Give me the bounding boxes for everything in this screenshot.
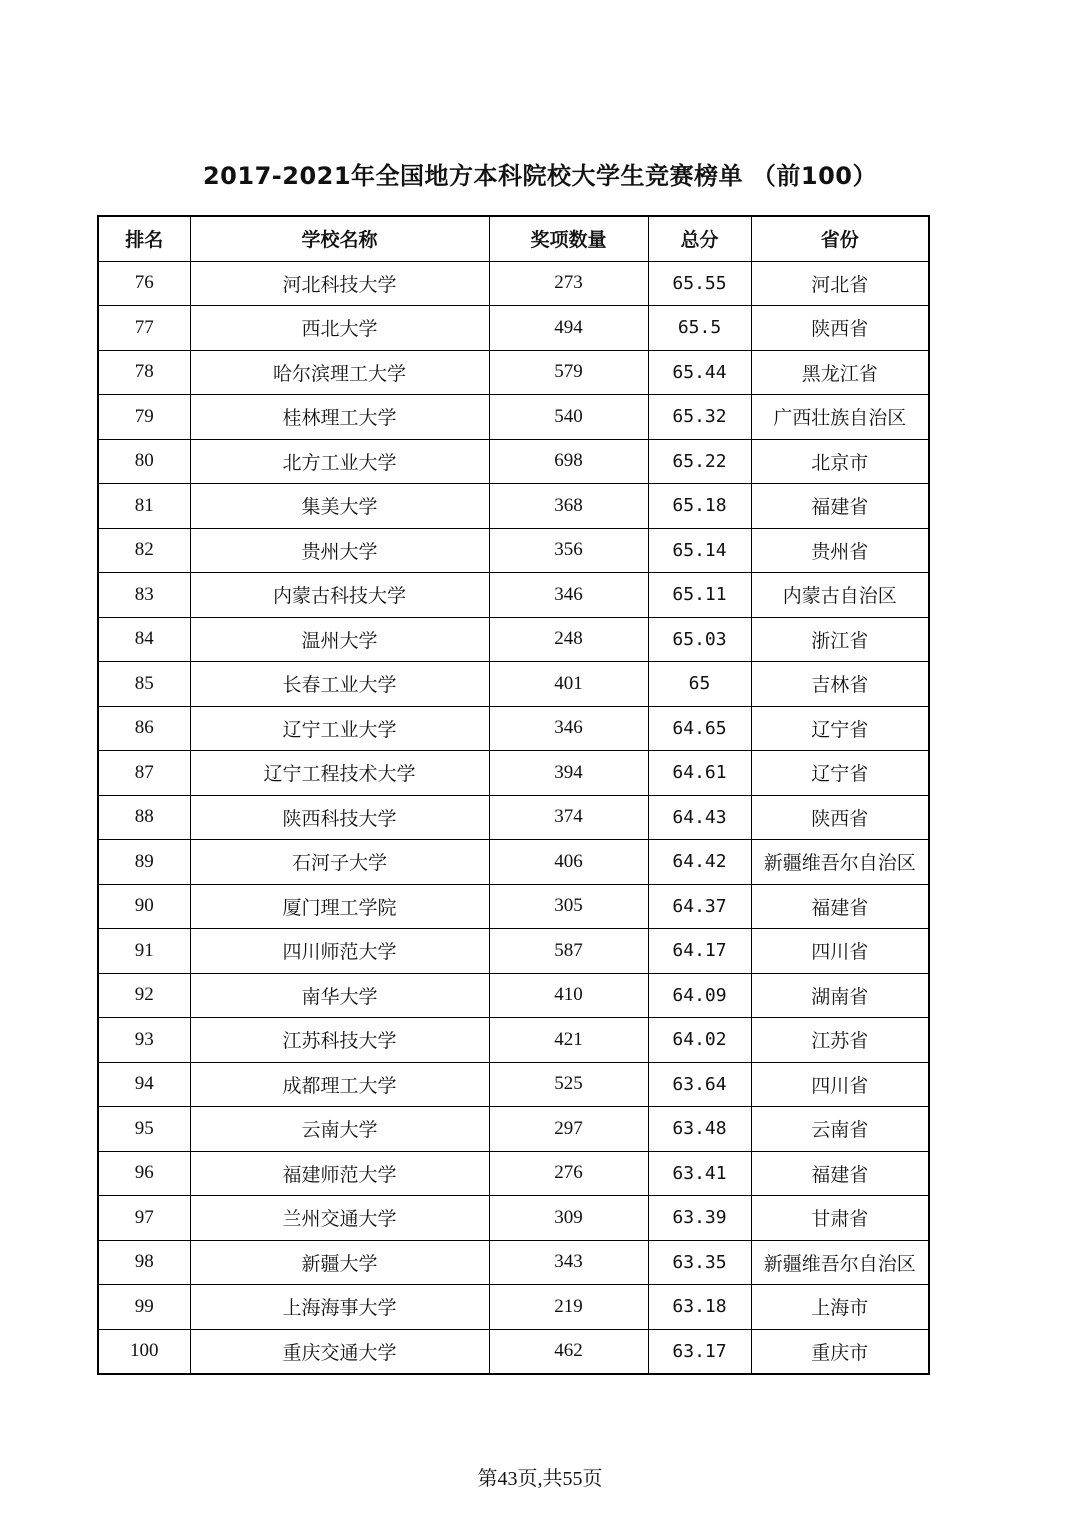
award-count-cell: 494 xyxy=(489,306,648,351)
total-score-cell: 63.35 xyxy=(648,1240,751,1285)
rank-cell: 99 xyxy=(98,1285,190,1330)
table-row xyxy=(98,261,929,306)
rank-cell: 77 xyxy=(98,306,190,351)
table-row xyxy=(98,1285,929,1330)
table-row xyxy=(98,306,929,351)
award-count-cell: 698 xyxy=(489,439,648,484)
rank-cell: 97 xyxy=(98,1196,190,1241)
award-count-cell: 410 xyxy=(489,973,648,1018)
table-row xyxy=(98,1018,929,1063)
award-count-cell: 368 xyxy=(489,484,648,529)
school-name-cell: 石河子大学 xyxy=(190,840,489,885)
province-cell: 江苏省 xyxy=(751,1018,929,1063)
header-rank: 排名 xyxy=(98,216,190,261)
school-name-cell: 四川师范大学 xyxy=(190,929,489,974)
award-count-cell: 309 xyxy=(489,1196,648,1241)
total-score-cell: 63.39 xyxy=(648,1196,751,1241)
province-cell: 河北省 xyxy=(751,261,929,306)
header-province: 省份 xyxy=(751,216,929,261)
province-cell: 甘肃省 xyxy=(751,1196,929,1241)
province-cell: 福建省 xyxy=(751,1151,929,1196)
school-name-cell: 云南大学 xyxy=(190,1107,489,1152)
rank-cell: 79 xyxy=(98,395,190,440)
school-name-cell: 厦门理工学院 xyxy=(190,884,489,929)
table-row xyxy=(98,884,929,929)
province-cell: 黑龙江省 xyxy=(751,350,929,395)
total-score-cell: 65.11 xyxy=(648,573,751,618)
header-total-score: 总分 xyxy=(648,216,751,261)
page-title: 2017-2021年全国地方本科院校大学生竞赛榜单 （前100） xyxy=(202,162,877,190)
award-count-cell: 525 xyxy=(489,1062,648,1107)
rank-cell: 98 xyxy=(98,1240,190,1285)
total-score-cell: 65.22 xyxy=(648,439,751,484)
school-name-cell: 集美大学 xyxy=(190,484,489,529)
province-cell: 辽宁省 xyxy=(751,706,929,751)
total-score-cell: 65.14 xyxy=(648,528,751,573)
school-name-cell: 福建师范大学 xyxy=(190,1151,489,1196)
table-row xyxy=(98,1107,929,1152)
award-count-cell: 343 xyxy=(489,1240,648,1285)
province-cell: 吉林省 xyxy=(751,662,929,707)
table-row xyxy=(98,484,929,529)
province-cell: 重庆市 xyxy=(751,1329,929,1374)
total-score-cell: 64.09 xyxy=(648,973,751,1018)
table-row xyxy=(98,1329,929,1374)
award-count-cell: 273 xyxy=(489,261,648,306)
school-name-cell: 南华大学 xyxy=(190,973,489,1018)
province-cell: 辽宁省 xyxy=(751,751,929,796)
total-score-cell: 64.37 xyxy=(648,884,751,929)
table-row xyxy=(98,1151,929,1196)
school-name-cell: 贵州大学 xyxy=(190,528,489,573)
rank-cell: 87 xyxy=(98,751,190,796)
award-count-cell: 219 xyxy=(489,1285,648,1330)
table-row xyxy=(98,395,929,440)
total-score-cell: 65 xyxy=(648,662,751,707)
total-score-cell: 64.02 xyxy=(648,1018,751,1063)
award-count-cell: 297 xyxy=(489,1107,648,1152)
total-score-cell: 64.61 xyxy=(648,751,751,796)
header-school-name: 学校名称 xyxy=(190,216,489,261)
school-name-cell: 西北大学 xyxy=(190,306,489,351)
table-row xyxy=(98,573,929,618)
table-row xyxy=(98,973,929,1018)
province-cell: 贵州省 xyxy=(751,528,929,573)
school-name-cell: 内蒙古科技大学 xyxy=(190,573,489,618)
award-count-cell: 540 xyxy=(489,395,648,440)
province-cell: 浙江省 xyxy=(751,617,929,662)
province-cell: 福建省 xyxy=(751,484,929,529)
rank-cell: 93 xyxy=(98,1018,190,1063)
award-count-cell: 401 xyxy=(489,662,648,707)
award-count-cell: 421 xyxy=(489,1018,648,1063)
total-score-cell: 63.48 xyxy=(648,1107,751,1152)
school-name-cell: 桂林理工大学 xyxy=(190,395,489,440)
award-count-cell: 374 xyxy=(489,795,648,840)
table-row xyxy=(98,350,929,395)
rank-cell: 90 xyxy=(98,884,190,929)
province-cell: 陕西省 xyxy=(751,306,929,351)
award-count-cell: 394 xyxy=(489,751,648,796)
total-score-cell: 63.41 xyxy=(648,1151,751,1196)
total-score-cell: 65.18 xyxy=(648,484,751,529)
award-count-cell: 587 xyxy=(489,929,648,974)
table-row xyxy=(98,439,929,484)
school-name-cell: 新疆大学 xyxy=(190,1240,489,1285)
award-count-cell: 356 xyxy=(489,528,648,573)
rank-cell: 95 xyxy=(98,1107,190,1152)
table-row xyxy=(98,1240,929,1285)
total-score-cell: 65.5 xyxy=(648,306,751,351)
rank-cell: 81 xyxy=(98,484,190,529)
award-count-cell: 346 xyxy=(489,573,648,618)
rank-cell: 96 xyxy=(98,1151,190,1196)
school-name-cell: 成都理工大学 xyxy=(190,1062,489,1107)
award-count-cell: 462 xyxy=(489,1329,648,1374)
table-row xyxy=(98,929,929,974)
school-name-cell: 哈尔滨理工大学 xyxy=(190,350,489,395)
table-row xyxy=(98,617,929,662)
table-row xyxy=(98,795,929,840)
total-score-cell: 65.03 xyxy=(648,617,751,662)
rank-cell: 100 xyxy=(98,1329,190,1374)
province-cell: 上海市 xyxy=(751,1285,929,1330)
province-cell: 福建省 xyxy=(751,884,929,929)
school-name-cell: 上海海事大学 xyxy=(190,1285,489,1330)
table-row xyxy=(98,706,929,751)
rank-cell: 76 xyxy=(98,261,190,306)
rank-cell: 88 xyxy=(98,795,190,840)
school-name-cell: 长春工业大学 xyxy=(190,662,489,707)
ranking-table xyxy=(97,215,930,1375)
total-score-cell: 65.32 xyxy=(648,395,751,440)
total-score-cell: 63.17 xyxy=(648,1329,751,1374)
header-award-count: 奖项数量 xyxy=(489,216,648,261)
rank-cell: 82 xyxy=(98,528,190,573)
rank-cell: 78 xyxy=(98,350,190,395)
award-count-cell: 248 xyxy=(489,617,648,662)
school-name-cell: 重庆交通大学 xyxy=(190,1329,489,1374)
rank-cell: 92 xyxy=(98,973,190,1018)
province-cell: 广西壮族自治区 xyxy=(751,395,929,440)
province-cell: 新疆维吾尔自治区 xyxy=(751,840,929,885)
school-name-cell: 陕西科技大学 xyxy=(190,795,489,840)
school-name-cell: 辽宁工程技术大学 xyxy=(190,751,489,796)
province-cell: 云南省 xyxy=(751,1107,929,1152)
total-score-cell: 64.43 xyxy=(648,795,751,840)
table-row xyxy=(98,662,929,707)
total-score-cell: 63.18 xyxy=(648,1285,751,1330)
table-row xyxy=(98,1062,929,1107)
province-cell: 湖南省 xyxy=(751,973,929,1018)
table-row xyxy=(98,528,929,573)
school-name-cell: 河北科技大学 xyxy=(190,261,489,306)
province-cell: 内蒙古自治区 xyxy=(751,573,929,618)
rank-cell: 94 xyxy=(98,1062,190,1107)
table-row xyxy=(98,840,929,885)
award-count-cell: 346 xyxy=(489,706,648,751)
rank-cell: 89 xyxy=(98,840,190,885)
table-row xyxy=(98,1196,929,1241)
rank-cell: 84 xyxy=(98,617,190,662)
rank-cell: 85 xyxy=(98,662,190,707)
award-count-cell: 406 xyxy=(489,840,648,885)
province-cell: 新疆维吾尔自治区 xyxy=(751,1240,929,1285)
award-count-cell: 276 xyxy=(489,1151,648,1196)
total-score-cell: 64.42 xyxy=(648,840,751,885)
province-cell: 四川省 xyxy=(751,929,929,974)
total-score-cell: 63.64 xyxy=(648,1062,751,1107)
school-name-cell: 兰州交通大学 xyxy=(190,1196,489,1241)
table-body xyxy=(98,261,929,1374)
table-header-row xyxy=(98,216,929,261)
school-name-cell: 辽宁工业大学 xyxy=(190,706,489,751)
rank-cell: 80 xyxy=(98,439,190,484)
province-cell: 四川省 xyxy=(751,1062,929,1107)
page-number: 第43页,共55页 xyxy=(477,1468,603,1490)
school-name-cell: 江苏科技大学 xyxy=(190,1018,489,1063)
school-name-cell: 温州大学 xyxy=(190,617,489,662)
total-score-cell: 64.17 xyxy=(648,929,751,974)
award-count-cell: 305 xyxy=(489,884,648,929)
rank-cell: 86 xyxy=(98,706,190,751)
total-score-cell: 65.44 xyxy=(648,350,751,395)
rank-cell: 91 xyxy=(98,929,190,974)
province-cell: 北京市 xyxy=(751,439,929,484)
total-score-cell: 65.55 xyxy=(648,261,751,306)
total-score-cell: 64.65 xyxy=(648,706,751,751)
rank-cell: 83 xyxy=(98,573,190,618)
province-cell: 陕西省 xyxy=(751,795,929,840)
award-count-cell: 579 xyxy=(489,350,648,395)
table-row xyxy=(98,751,929,796)
school-name-cell: 北方工业大学 xyxy=(190,439,489,484)
